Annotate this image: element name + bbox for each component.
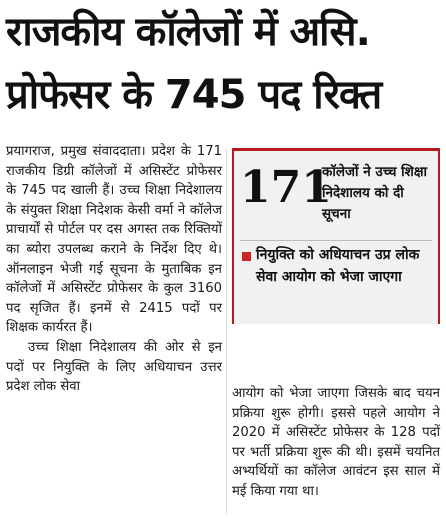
highlight-box-divider bbox=[240, 240, 432, 241]
headline-line-2: प्रोफेसर के 745 पद रिक्त bbox=[6, 72, 382, 118]
headline-line-1: राजकीय कॉलेजों में असि. bbox=[6, 9, 370, 55]
highlight-box-top-rule bbox=[232, 148, 440, 151]
column-divider bbox=[226, 148, 227, 514]
highlight-number: 171 bbox=[240, 162, 332, 213]
article-column-1 bbox=[6, 142, 222, 397]
red-square-bullet-icon bbox=[242, 252, 251, 261]
article-paragraph-3: आयोग को भेजा जाएगा जिसके बाद चयन प्रक्रिया शुरू होगी। इससे पहले आयोग ने 2020 में असिस्टेंट प्रोफेसर के 128 पदों पर भर्ती प्रक्रिया शुरू की थी। इसमें चयनित अभ्यर्थियों का कॉलेज आवंटन इस साल में मई किया गया था। bbox=[232, 386, 440, 499]
article-paragraph-1: प्रयागराज, प्रमुख संवाददाता। प्रदेश के 171 राजकीय डिग्री कॉलेजों में असिस्टेंट प्रोफेसर के 745 पद खाली हैं। उच्च शिक्षा निदेशालय के संयुक्त शिक्षा निदेशक केसी वर्मा ने कॉलेज प्राचार्यों से पोर्टल पर दस अगस्त तक रिक्तियों का ब्योरा उपलब्ध कराने के निर्देश दिए थे। ऑनलाइन भेजी गई सूचना के मुताबिक इन कॉलेजों में असिस्टेंट प्रोफेसर के कुल 3160 पद सृजित हैं। इनमें से 2415 पदों पर शिक्षक कार्यरत हैं। bbox=[6, 144, 222, 336]
highlight-caption: कॉलेजों ने उच्च शिक्षा निदेशालय को दी सूचना bbox=[322, 164, 428, 222]
article-column-2 bbox=[232, 384, 440, 502]
article-paragraph-2: उच्च शिक्षा निदेशालय की ओर से इन पदों पर नियुक्ति के लिए अधियाचन उत्तर प्रदेश लोक सेवा bbox=[6, 339, 222, 395]
bullet-point-text: नियुक्ति को अधियाचन उप्र लोक सेवा आयोग को भेजा जाएगा bbox=[256, 247, 420, 285]
